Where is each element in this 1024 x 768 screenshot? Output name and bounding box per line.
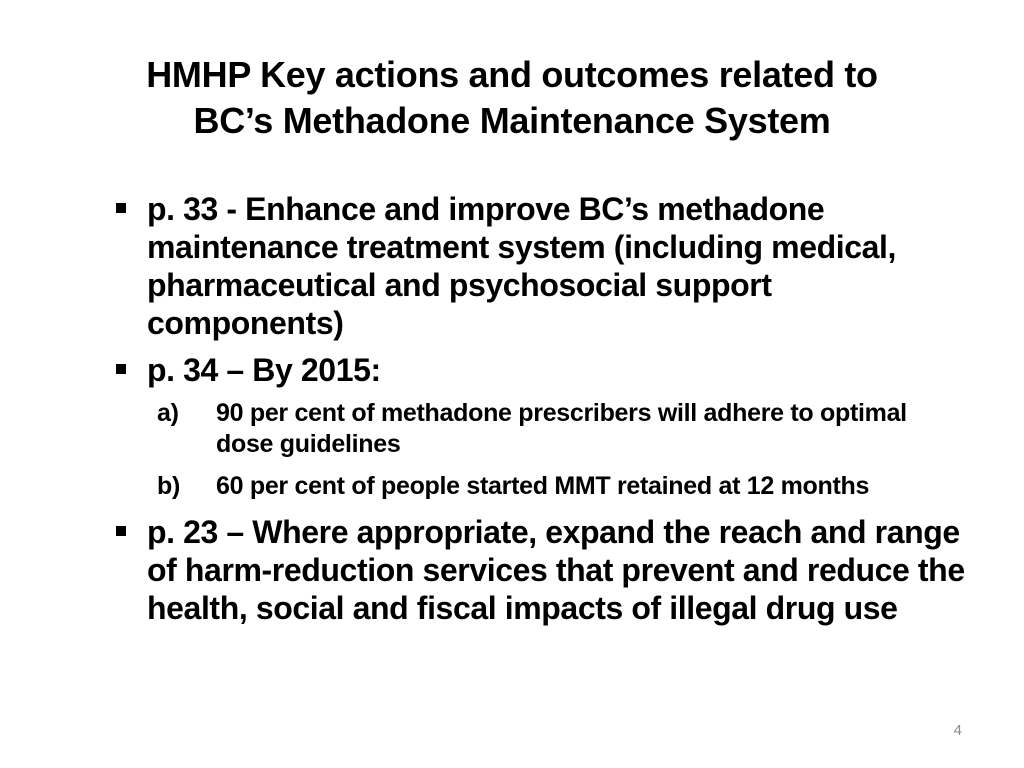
bullet-text-2: p. 34 – By 2015: [147, 352, 381, 388]
sub-item-b [110, 471, 970, 502]
square-bullet-icon [116, 526, 126, 536]
bullet-text-1: p. 33 - Enhance and improve BC’s methadone maintenance treatment system (including medical, pharmaceutical and psychosocial support components) [147, 191, 897, 341]
sub-item-label-a: a) [157, 399, 179, 427]
square-bullet-icon [116, 203, 126, 213]
slide-title [60, 52, 964, 144]
sub-item-a [110, 398, 970, 460]
bullet-list [110, 190, 970, 636]
square-bullet-icon [116, 364, 126, 374]
sub-item-text-a: 90 per cent of methadone prescribers will adhere to optimal dose guidelines [216, 399, 907, 458]
bullet-item-2 [110, 351, 970, 389]
title-line-1: HMHP Key actions and outcomes related to [146, 54, 878, 95]
sub-item-text-b: 60 per cent of people started MMT retained at 12 months [216, 472, 870, 500]
sub-item-label-b: b) [157, 472, 180, 500]
bullet-item-3 [110, 513, 970, 627]
title-line-2: BC’s Methadone Maintenance System [193, 100, 831, 141]
bullet-text-3: p. 23 – Where appropriate, expand the reach and range of harm-reduction services that prevent and reduce the health, social and fiscal impacts of illegal drug use [147, 514, 965, 626]
sub-list [110, 398, 970, 502]
bullet-item-1 [110, 190, 970, 342]
page-number: 4 [953, 722, 962, 739]
